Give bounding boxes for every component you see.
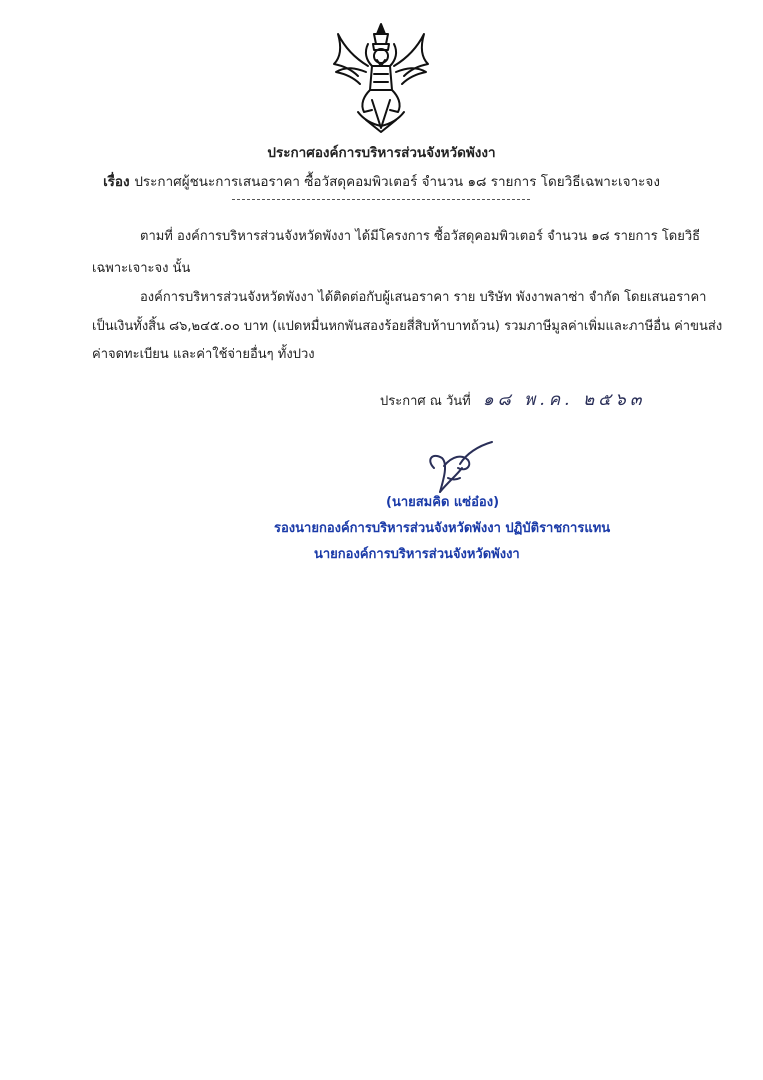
announcement-date — [380, 386, 645, 413]
document-title: ประกาศองค์การบริหารส่วนจังหวัดพังงา — [267, 145, 496, 161]
signer-title-line-1: รองนายกองค์การบริหารส่วนจังหวัดพังงา ปฏิบัติราชการแทน — [274, 521, 611, 536]
signer-name: (นายสมคิด แซ่อ๋อง) — [386, 495, 500, 510]
body-paragraph-1-line-2: เฉพาะเจาะจง นั้น — [92, 261, 191, 276]
handwritten-date: ๑๘ พ.ค. ๒๕๖๓ — [482, 390, 646, 410]
body-paragraph-2-line-3: ค่าจดทะเบียน และค่าใช้จ่ายอื่นๆ ทั้งปวง — [92, 347, 315, 362]
document-subject — [0, 170, 763, 192]
announcement-label: ประกาศ ณ วันที่ — [380, 394, 471, 409]
subject-label: เรื่อง — [103, 174, 130, 190]
body-paragraph-2-line-2: เป็นเงินทั้งสิ้น ๘๖,๒๔๕.๐๐ บาท (แปดหมื่นหกพันสองร้อยสี่สิบห้าบาทถ้วน) รวมภาษีมูลค่าเพิ่มและภาษีอื่น ค่าขนส่ง — [92, 319, 723, 334]
signer-title-line-2: นายกองค์การบริหารส่วนจังหวัดพังงา — [314, 547, 520, 562]
dashed-divider — [232, 199, 530, 200]
body-paragraph-1-line-1: ตามที่ องค์การบริหารส่วนจังหวัดพังงา ได้มีโครงการ ซื้อวัสดุคอมพิวเตอร์ จำนวน ๑๘ รายการ โดยวิธี — [140, 229, 701, 244]
body-paragraph-2-line-1: องค์การบริหารส่วนจังหวัดพังงา ได้ติดต่อกับผู้เสนอราคา ราย บริษัท พังงาพลาซ่า จำกัด โดยเสนอราคา — [140, 290, 707, 305]
subject-text: ประกาศผู้ชนะการเสนอราคา ซื้อวัสดุคอมพิวเตอร์ จำนวน ๑๘ รายการ โดยวิธีเฉพาะเจาะจง — [134, 174, 660, 190]
garuda-emblem-icon — [328, 20, 434, 136]
